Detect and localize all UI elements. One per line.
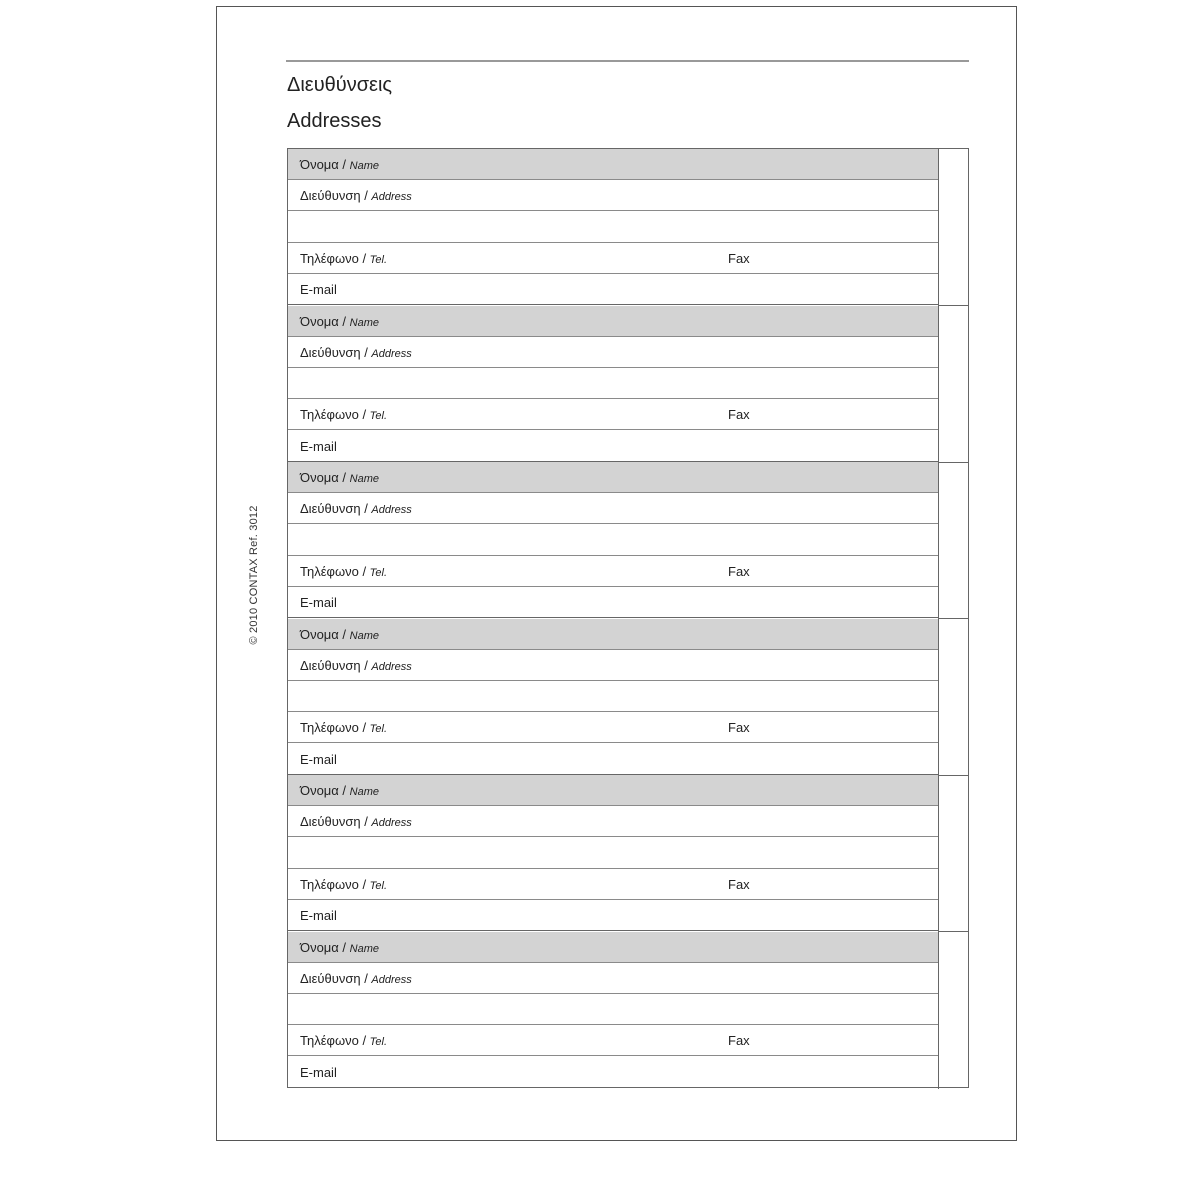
address-line2-row[interactable] (288, 525, 938, 556)
address-entry (288, 462, 938, 619)
label-separator: / (360, 501, 372, 517)
label-english: Name (349, 473, 379, 485)
label-english: Name (349, 786, 379, 798)
address-entry (288, 306, 938, 463)
label-separator: / (360, 188, 372, 204)
email-label: E-mail (300, 1064, 337, 1080)
name-row[interactable] (288, 619, 938, 650)
address-label (300, 188, 412, 203)
name-row[interactable] (288, 932, 938, 963)
address-line2-row[interactable] (288, 368, 938, 399)
label-english: Tel. (369, 723, 387, 736)
address-entry (288, 149, 938, 306)
label-separator: / (360, 657, 372, 673)
address-label (300, 971, 412, 986)
tel-row[interactable] (288, 556, 938, 587)
label-greek: Όνομα (300, 470, 339, 485)
label-greek: Τηλέφωνο (300, 1033, 359, 1049)
label-english: Tel. (369, 1036, 387, 1049)
label-english: Name (349, 160, 379, 172)
tel-row[interactable] (288, 243, 938, 274)
copyright-notice: © 2010 CONTAX Ref. 3012 (248, 505, 260, 645)
label-english: Name (349, 629, 379, 642)
label-separator: / (358, 407, 370, 423)
label-greek: Διεύθυνση (300, 501, 361, 517)
margin-tab-cell (938, 932, 968, 1089)
label-separator: / (358, 1033, 370, 1049)
fax-label: Fax (728, 1033, 750, 1049)
address-label (300, 501, 412, 516)
name-label (300, 157, 379, 172)
tel-label (300, 564, 387, 579)
label-separator: / (338, 626, 350, 642)
address-row[interactable] (288, 650, 938, 681)
label-separator: / (338, 157, 350, 172)
name-label (300, 783, 379, 798)
label-english: Tel. (369, 566, 387, 579)
fax-label: Fax (728, 563, 750, 579)
email-label: E-mail (300, 908, 337, 924)
name-row[interactable] (288, 775, 938, 806)
address-row[interactable] (288, 806, 938, 837)
label-english: Tel. (369, 410, 387, 423)
name-row[interactable] (288, 306, 938, 337)
label-separator: / (360, 814, 372, 830)
label-greek: Όνομα (300, 939, 339, 955)
label-separator: / (338, 470, 350, 485)
address-line2-row[interactable] (288, 838, 938, 869)
margin-tab-cell (938, 149, 968, 306)
address-entry (288, 932, 938, 1089)
name-row[interactable] (288, 149, 938, 180)
tel-label (300, 407, 387, 422)
address-row[interactable] (288, 493, 938, 524)
email-row[interactable] (288, 274, 938, 305)
label-separator: / (358, 876, 370, 892)
page-title-english: Addresses (287, 110, 382, 132)
address-form (287, 148, 969, 1088)
email-label: E-mail (300, 282, 337, 298)
label-english: Address (371, 191, 412, 204)
fax-label: Fax (728, 407, 750, 423)
label-greek: Τηλέφωνο (300, 876, 359, 892)
label-english: Address (371, 817, 412, 830)
email-label: E-mail (300, 751, 337, 767)
label-english: Name (349, 316, 379, 329)
email-row[interactable] (288, 587, 938, 618)
label-english: Tel. (369, 253, 387, 266)
label-separator: / (358, 563, 370, 579)
label-separator: / (338, 939, 350, 955)
fax-label: Fax (728, 876, 750, 892)
fax-label: Fax (728, 250, 750, 266)
address-line2-row[interactable] (288, 994, 938, 1025)
label-greek: Τηλέφωνο (300, 407, 359, 423)
label-greek: Όνομα (300, 626, 339, 642)
label-greek: Διεύθυνση (300, 188, 361, 204)
address-row[interactable] (288, 963, 938, 994)
margin-tab-cell (938, 775, 968, 932)
name-label (300, 627, 379, 642)
tel-label (300, 251, 387, 266)
address-entry (288, 619, 938, 776)
label-greek: Όνομα (300, 157, 339, 172)
label-separator: / (358, 250, 370, 266)
email-label: E-mail (300, 595, 337, 611)
label-greek: Διεύθυνση (300, 814, 361, 830)
label-english: Address (371, 973, 412, 986)
label-separator: / (358, 720, 370, 736)
tel-label (300, 877, 387, 892)
tel-row[interactable] (288, 869, 938, 900)
label-separator: / (360, 970, 372, 986)
label-english: Address (371, 347, 412, 360)
label-english: Tel. (369, 879, 387, 892)
label-greek: Τηλέφωνο (300, 563, 359, 579)
address-entry (288, 775, 938, 932)
address-label (300, 345, 412, 360)
email-row[interactable] (288, 744, 938, 775)
margin-tab-cell (938, 462, 968, 619)
tel-label (300, 720, 387, 735)
email-row[interactable] (288, 900, 938, 931)
label-greek: Τηλέφωνο (300, 720, 359, 736)
name-label (300, 940, 379, 955)
address-row[interactable] (288, 337, 938, 368)
email-row[interactable] (288, 431, 938, 462)
label-greek: Διεύθυνση (300, 970, 361, 986)
label-english: Name (349, 942, 379, 955)
label-separator: / (338, 783, 350, 798)
label-greek: Όνομα (300, 783, 339, 798)
tel-row[interactable] (288, 399, 938, 430)
address-label (300, 814, 412, 829)
label-greek: Διεύθυνση (300, 344, 361, 360)
label-separator: / (338, 313, 350, 329)
page-title-greek: Διευθύνσεις (287, 74, 393, 96)
address-row[interactable] (288, 180, 938, 211)
top-rule (286, 60, 969, 62)
label-separator: / (360, 344, 372, 360)
margin-tab-cell (938, 619, 968, 776)
address-line2-row[interactable] (288, 212, 938, 243)
label-greek: Τηλέφωνο (300, 250, 359, 266)
label-greek: Όνομα (300, 313, 339, 329)
email-row[interactable] (288, 1057, 938, 1088)
address-line2-row[interactable] (288, 681, 938, 712)
label-english: Address (371, 660, 412, 673)
tel-row[interactable] (288, 712, 938, 743)
name-label (300, 314, 379, 329)
label-english: Address (371, 504, 412, 517)
email-label: E-mail (300, 438, 337, 454)
name-label (300, 470, 379, 485)
tel-label (300, 1033, 387, 1048)
address-label (300, 658, 412, 673)
margin-tab-cell (938, 306, 968, 463)
label-greek: Διεύθυνση (300, 657, 361, 673)
name-row[interactable] (288, 462, 938, 493)
fax-label: Fax (728, 720, 750, 736)
tel-row[interactable] (288, 1025, 938, 1056)
